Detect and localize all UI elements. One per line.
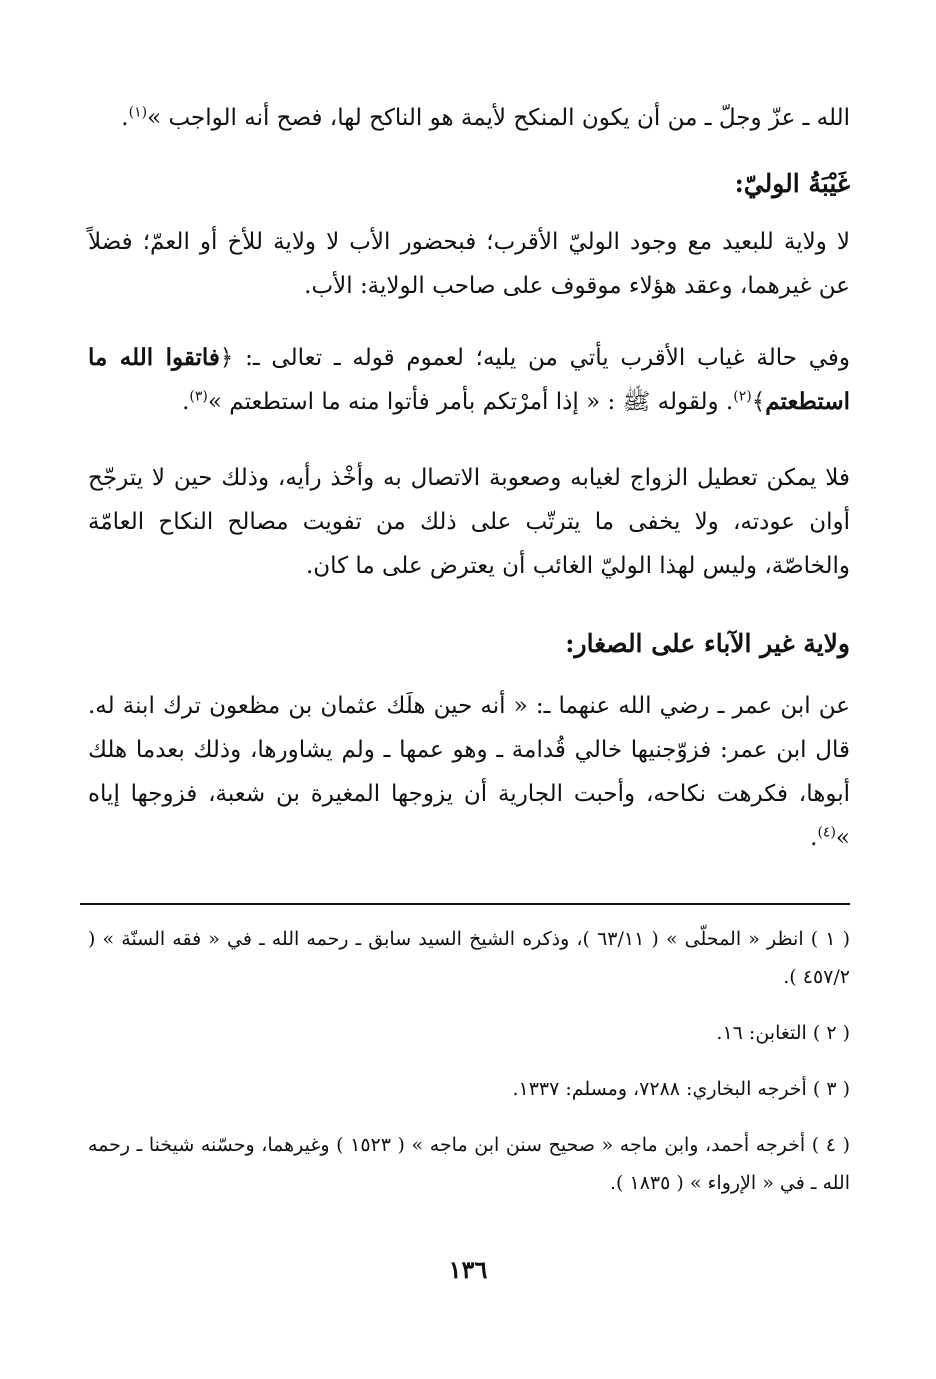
footnote-ref-1: (١) bbox=[128, 104, 148, 121]
footnote-1: ( ١ ) انظر « المحلّى » ( ٦٣/١١ )، وذكره الشيخ السيد سابق ـ رحمه الله ـ في « فقه السنّة » ( ٤٥٧/٢ ). bbox=[88, 928, 850, 988]
paragraph-marriage-delay: فلا يمكن تعطيل الزواج لغيابه وصعوبة الاتصال به وأخْذ رأيه، وذلك حين لا يترجّح أوان عودته، ولا يخفى ما يترتّب على ذلك من تفويت مصالح النكاح العامّة والخاصّة، وليس لهذا الوليّ الغائب أن يعترض على ما كان. bbox=[88, 465, 850, 579]
footnote-ref-3: (٣) bbox=[189, 388, 208, 405]
footnote-ref-2: (٢) bbox=[733, 388, 752, 405]
paragraph-no-distant-guardian: لا ولاية للبعيد مع وجود الوليّ الأقرب؛ فبحضور الأب لا ولاية للأخ أو العمّ؛ فضلاً عن غيرهما، وعقد هؤلاء موقوف على صاحب الولاية: الأب. bbox=[88, 229, 850, 299]
section-heading-guardian-absence: غَيْبَةُ الوليّ: bbox=[734, 169, 850, 198]
footnote-2: ( ٢ ) التغابن: ١٦. bbox=[716, 1022, 850, 1044]
footnote-4: ( ٤ ) أخرجه أحمد، وابن ماجه « صحيح سنن ابن ماجه » ( ١٥٢٣ ) وغيرهما، وحسّنه شيخنا ـ رحمه الله ـ في « الإرواء » ( ١٨٣٥ ). bbox=[88, 1134, 851, 1194]
footnote-separator bbox=[80, 903, 850, 905]
quran-close-bracket: ﴾ bbox=[751, 389, 766, 415]
paragraph-absence-before: وفي حالة غياب الأقرب يأتي من يليه؛ لعموم قوله ـ تعالى ـ: ﴿ bbox=[219, 345, 850, 371]
paragraph-absence-end: . bbox=[182, 389, 190, 415]
continuation-line bbox=[88, 96, 850, 140]
section-heading-non-fathers: ولاية غير الآباء على الصغار: bbox=[565, 629, 850, 658]
hadith-text: . ولقوله ﷺ : « إذا أمرْتكم بأمر فأتوا منه ما استطعتم » bbox=[207, 389, 734, 415]
paragraph-ibn-umar-narration bbox=[88, 684, 850, 860]
quran-verse: فاتقوا الله ما استطعتم bbox=[88, 344, 850, 415]
narration-text: عن ابن عمر ـ رضي الله عنهما ـ: « أنه حين هلَك عثمان بن مظعون ترك ابنة له. قال ابن عمر: فزوّجنيها خالي قُدامة ـ وهو عمها ـ ولم يشاورها، وذلك بعدما هلك أبوها، فكرهت نكاحه، وأحبت الجارية أن يزوجها المغيرة بن شعبة، فزوجها إياه » bbox=[88, 693, 850, 851]
narration-end: . bbox=[810, 825, 818, 851]
page-number: ١٣٦ bbox=[448, 1255, 488, 1284]
paragraph-absence-quran bbox=[88, 336, 850, 424]
footnote-3: ( ٣ ) أخرجه البخاري: ٧٢٨٨، ومسلم: ١٣٣٧. bbox=[512, 1078, 850, 1100]
continuation-end: . bbox=[121, 105, 129, 131]
footnote-ref-4: (٤) bbox=[817, 824, 836, 841]
continuation-text: الله ـ عزّ وجلّ ـ من أن يكون المنكح لأيمة هو الناكح لها، فصح أنه الواجب » bbox=[147, 105, 850, 131]
